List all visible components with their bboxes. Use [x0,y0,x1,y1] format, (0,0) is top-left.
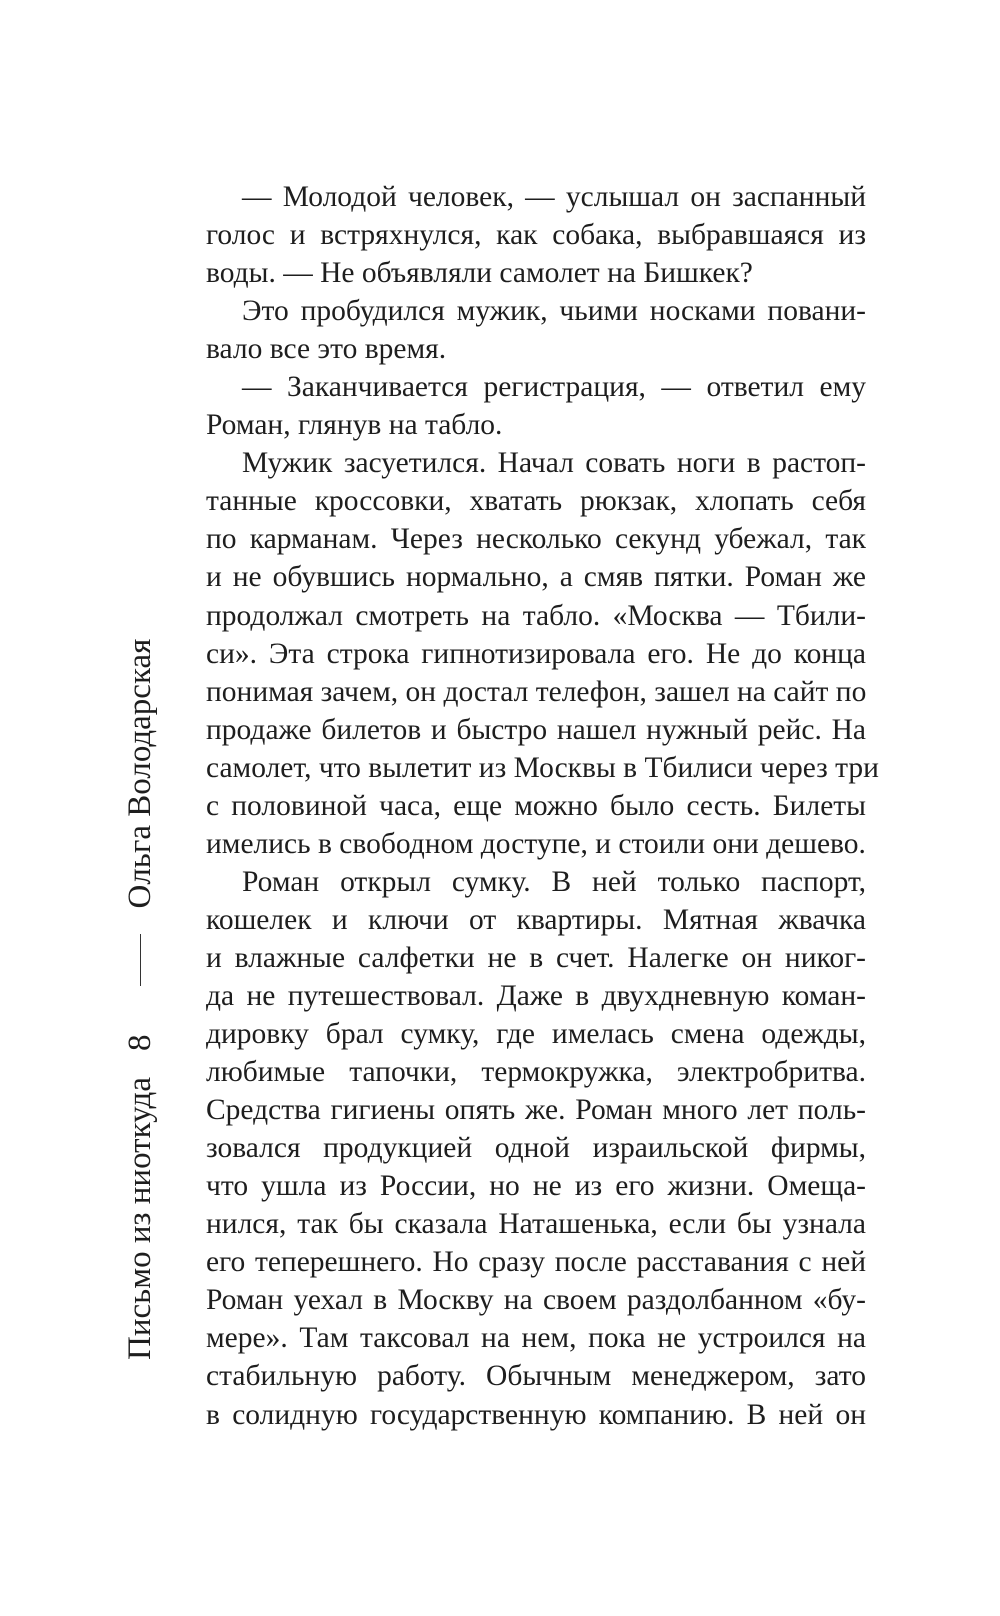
text-line: воды. — Не объявляли самолет на Бишкек? [206,257,753,290]
author-name: Ольга Володарская [121,638,158,909]
text-line: продолжал смотреть на табло. «Москва — Тбили- [206,599,866,632]
text-line: Роман открыл сумку. В ней только паспорт, [242,865,866,898]
running-head [106,310,174,1360]
text-line: по карманам. Через несколько секунд убежал, так [206,523,866,556]
text-line: и влажные салфетки не в счет. Налегке он никог- [206,941,866,974]
body-text [206,178,879,1434]
text-line: мере». Там таксовал на нем, пока не устроился на [206,1322,866,1355]
text-line: стабильную работу. Обычным менеджером, зато [206,1360,866,1393]
text-line: любимые тапочки, термокружка, электробритва. [206,1056,866,1089]
text-line: что ушла из России, но не из его жизни. Омеща- [206,1170,866,1203]
text-line: кошелек и ключи от квартиры. Мятная жвачка [206,903,866,936]
text-line: Роман уехал в Москву на своем раздолбанном «бу- [206,1284,866,1317]
text-line: в солидную государственную компанию. В ней он [206,1398,866,1431]
page-number: 8 [121,1034,158,1051]
text-line: его теперешнего. Но сразу после расставания с ней [206,1246,866,1279]
text-line: зовался продукцией одной израильской фирмы, [206,1132,866,1165]
text-line: имелись в свободном доступе, и стоили они дешево. [206,827,866,860]
text-line: голос и встряхнулся, как собака, выбравшаяся из [206,219,866,252]
text-line: понимая зачем, он достал телефон, зашел на сайт по [206,675,867,708]
text-line: — Заканчивается регистрация, — ответил ему [242,371,866,404]
text-line: продаже билетов и быстро нашел нужный рейс. На [206,713,866,746]
text-line: Средства гигиены опять же. Роман много лет поль- [206,1094,866,1127]
running-head-divider [140,935,141,987]
text-line: с половиной часа, еще можно было сесть. Билеты [206,789,866,822]
text-line: нился, так бы сказала Наташенька, если бы узнала [206,1208,866,1241]
text-line: да не путешествовал. Даже в двухдневную коман- [206,979,866,1012]
text-line: Роман, глянув на табло. [206,409,503,442]
text-line: самолет, что вылетит из Москвы в Тбилиси через три [206,751,879,784]
book-title: Письмо из ниоткуда [121,1077,158,1360]
text-line: Это пробудился мужик, чьими носками повани- [242,295,866,328]
text-line: танные кроссовки, хватать рюкзак, хлопать себя [206,485,866,518]
text-line: вало все это время. [206,333,447,366]
text-line: — Молодой человек, — услышал он заспанный [242,181,866,213]
text-line: си». Эта строка гипнотизировала его. Не до конца [206,637,866,670]
text-line: и не обувшись нормально, а смяв пятки. Роман же [206,561,866,594]
text-line: дировку брал сумку, где имелась смена одежды, [206,1018,866,1051]
text-line: Мужик засуетился. Начал совать ноги в растоп- [242,447,866,480]
